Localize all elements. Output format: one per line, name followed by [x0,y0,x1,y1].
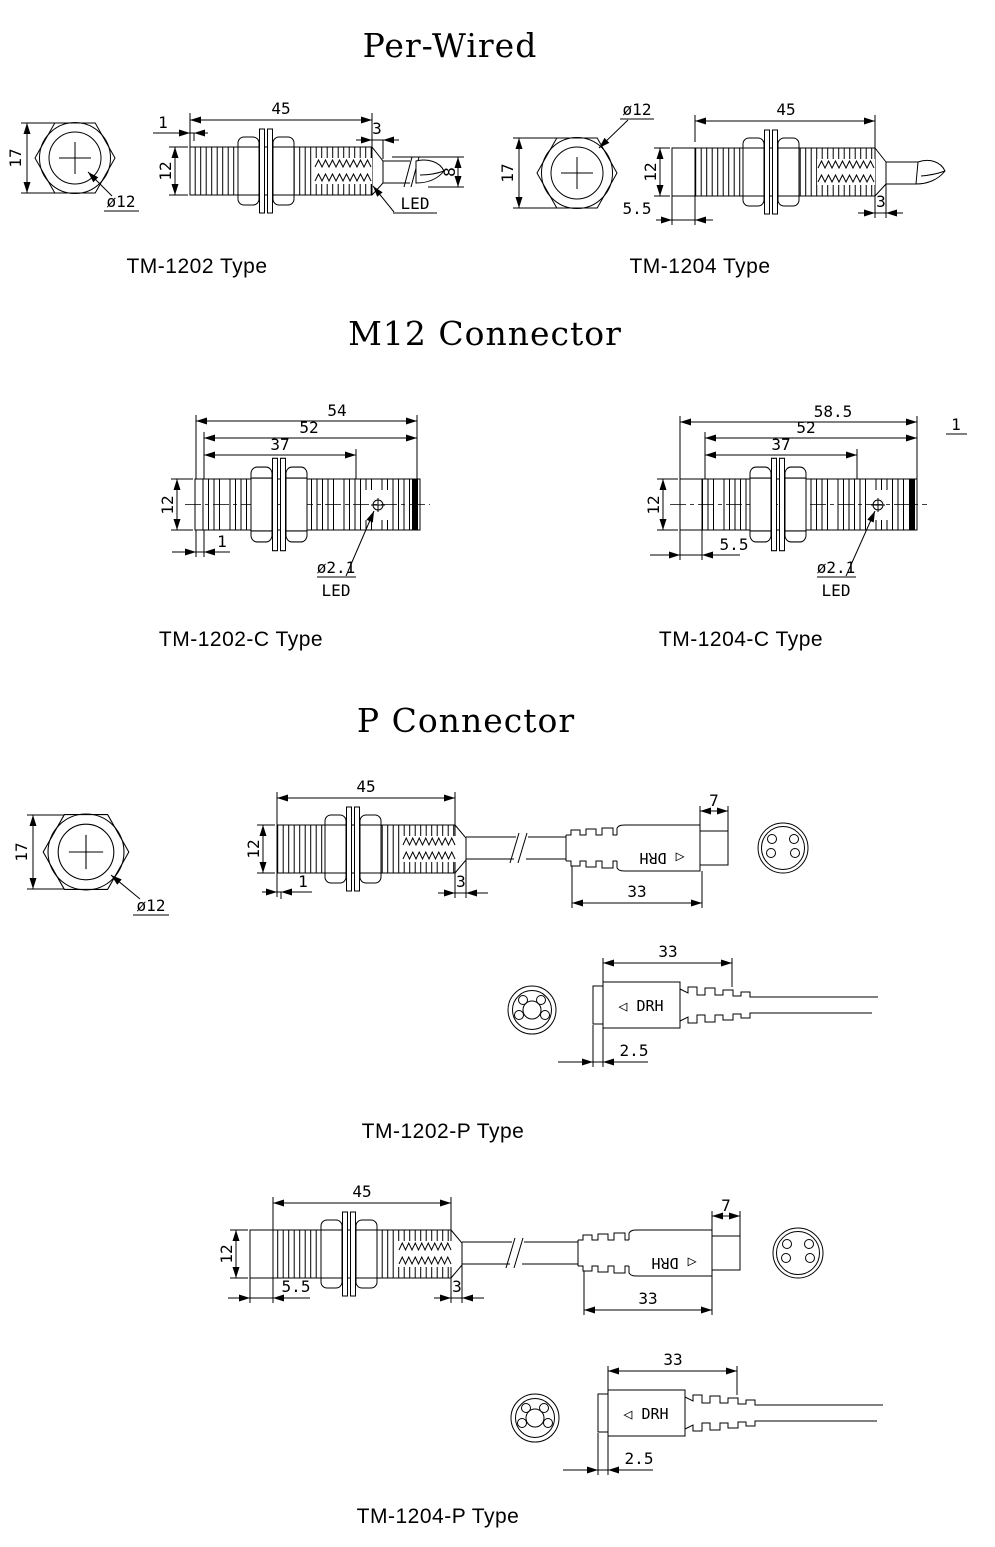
dim-front-height: 17 [12,842,31,862]
female-connector-face-view [508,986,556,1034]
led-label: LED [821,581,851,600]
dim-length: 45 [356,777,376,796]
dim-thread: 37 [771,435,791,454]
dim-front-height: 17 [498,163,517,183]
dim-total: 54 [327,401,347,420]
female-connector-face-view [511,1394,559,1442]
dim-conn-length: 33 [638,1289,658,1308]
dim-body-dia: 12 [641,162,660,182]
dim-left-offset: 1 [158,113,168,132]
dim-body-dia: 12 [244,839,263,859]
dim-left-offset: 5.5 [719,535,749,554]
dim-left-offset: 5.5 [281,1277,311,1296]
dim-thread: 37 [270,435,290,454]
dim-body-dia: 12 [644,495,663,515]
dim-left-offset: 1 [217,532,227,551]
p-hex-front-view [12,814,169,915]
sensor-side-view [277,807,566,891]
connector-marking: ◁ DRH [651,1254,697,1272]
tm-1202-drawing [6,99,464,213]
dim-length: 45 [776,100,796,119]
dim-female-length: 33 [658,942,678,961]
dim-tip-length: 3 [372,119,382,138]
hex-front-view [513,119,654,209]
dim-body: 52 [796,418,816,437]
male-connector-face-view [758,823,808,873]
page-note: 1 [951,415,961,434]
tm-1204-p-drawing [217,1182,883,1475]
sensor-side-view [672,130,945,214]
dim-length: 45 [352,1182,372,1201]
connector-marking: ◁ DRH [623,1405,669,1423]
dim-tip-length: 3 [456,872,466,891]
led-dia-label: ø2.1 [816,558,856,577]
front-dia-label: ø12 [136,896,166,915]
dim-body-dia: 12 [158,495,177,515]
type-label-tm-1202: TM-1202 Type [126,255,268,278]
dim-conn-length: 33 [627,882,647,901]
led-dia-label: ø2.1 [316,558,356,577]
dim-tip-length: 3 [876,192,886,211]
dim-cable-dia: 8 [440,167,459,177]
dim-female-cap: 2.5 [624,1449,654,1468]
dim-body-dia: 12 [156,161,175,181]
tm-1204-drawing [498,100,945,225]
dim-female-length: 33 [663,1350,683,1369]
tm-1202-c-drawing [158,401,430,600]
connector-marking: ◁ DRH [639,849,685,867]
tm-1202-p-drawing [244,777,878,1067]
type-label-tm-1202-p: TM-1202-P Type [361,1120,525,1143]
dim-length: 45 [271,99,291,118]
dim-body-dia: 12 [217,1244,236,1264]
type-label-tm-1204-c: TM-1204-C Type [658,628,824,651]
dim-conn-tip: 7 [709,791,719,810]
dim-front-height: 17 [6,148,25,168]
type-label-tm-1204: TM-1204 Type [629,255,771,278]
section-title-p-connector: P Connector [356,701,576,740]
front-dia-label: ø12 [622,100,652,119]
dim-tip-length: 3 [452,1277,462,1296]
led-label: LED [321,581,351,600]
led-label: LED [400,194,430,213]
dim-conn-tip: 7 [721,1196,731,1215]
dim-body: 52 [299,418,319,437]
dim-total: 58.5 [813,402,853,421]
connector-marking: ◁ DRH [618,997,664,1015]
male-connector-face-view [773,1228,823,1278]
section-title-m12-connector: M12 Connector [348,314,622,353]
dim-female-cap: 2.5 [619,1041,649,1060]
type-label-tm-1202-c: TM-1202-C Type [158,628,324,651]
dim-left-offset: 1 [298,872,308,891]
dim-left-offset: 5.5 [622,199,652,218]
front-dia-label: ø12 [106,192,136,211]
tm-1204-c-drawing [644,402,967,600]
type-label-tm-1204-p: TM-1204-P Type [356,1505,520,1528]
sensor-side-view [670,458,927,550]
section-title-per-wired: Per-Wired [362,26,538,65]
